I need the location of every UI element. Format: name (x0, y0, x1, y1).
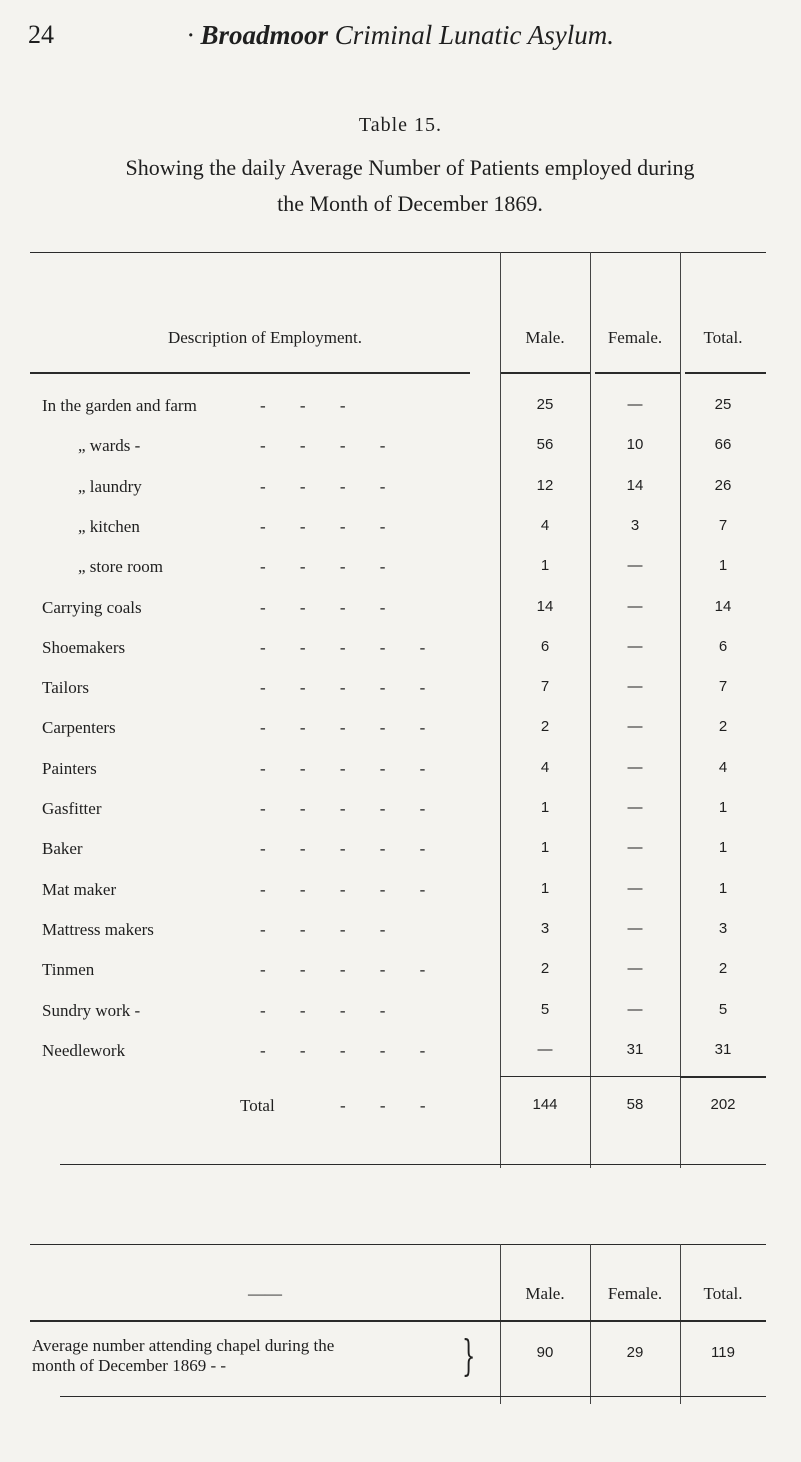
row-total: 66 (714, 436, 732, 454)
row-total: 6 (718, 637, 728, 655)
row-female: — (627, 758, 643, 776)
chapel-top-rule (30, 1244, 766, 1245)
table-top-rule (30, 252, 766, 253)
table-title: Table 15. (358, 114, 443, 136)
row-female: 3 (630, 516, 640, 534)
row-leader-dashes: - - - - (260, 436, 401, 456)
row-male: 1 (540, 799, 550, 816)
table-subtitle (40, 150, 780, 222)
total-row (30, 1096, 766, 1142)
total-total: 202 (710, 1096, 736, 1113)
chapel-total: 119 (711, 1344, 735, 1361)
row-description: Tailors (42, 678, 89, 698)
table-bottom-rule (60, 1164, 766, 1165)
row-leader-dashes: - - - - - (260, 879, 441, 899)
row-leader-dashes: - - - - (260, 516, 401, 536)
row-male: — (537, 1040, 553, 1058)
table-row (30, 880, 766, 926)
row-total: 1 (718, 557, 728, 575)
chapel-desc-line-1: Average number attending chapel during the (32, 1336, 335, 1355)
row-description: Sundry work - (42, 1000, 141, 1020)
row-leader-dashes: - - - - (260, 1000, 401, 1020)
row-female: 10 (626, 436, 644, 454)
chapel-female: 29 (626, 1344, 644, 1361)
row-description: „ store room (78, 557, 163, 577)
table-row (30, 477, 766, 523)
table-row (30, 839, 766, 885)
row-description: Mat maker (42, 879, 117, 899)
row-male: 2 (540, 718, 550, 736)
chapel-desc-line-2: month of December 1869 - - (32, 1356, 227, 1375)
table-row (30, 557, 766, 603)
row-female: — (627, 678, 643, 696)
table-row (30, 598, 766, 644)
row-male: 1 (540, 839, 550, 857)
row-female: — (627, 960, 643, 978)
header-rule-desc (30, 372, 470, 374)
table-row (30, 436, 766, 482)
total-female: 58 (626, 1096, 644, 1113)
row-total: 1 (718, 839, 728, 857)
row-description: „ wards - (78, 436, 141, 456)
row-male: 3 (540, 919, 550, 937)
row-description: „ kitchen (78, 516, 140, 536)
row-description: Tinmen (42, 960, 95, 980)
row-female: — (627, 718, 643, 736)
row-male: 1 (540, 557, 550, 575)
row-male: 4 (540, 758, 550, 776)
col-header-total: Total. (703, 328, 743, 347)
row-male: 4 (540, 516, 550, 534)
brace-symbol: } (462, 1331, 476, 1380)
row-total: 7 (718, 678, 728, 696)
row-female: — (627, 919, 643, 937)
subtitle-line-1: Showing the daily Average Number of Patients employed during (125, 155, 695, 180)
page-number: 24 (28, 20, 54, 49)
chapel-header-rule (30, 1320, 766, 1322)
row-total: 1 (718, 799, 728, 816)
row-male: 56 (536, 436, 554, 454)
row-male: 7 (540, 678, 550, 696)
row-female: — (627, 637, 643, 655)
row-leader-dashes: - - - - (260, 919, 401, 939)
table-row (30, 920, 766, 966)
running-head-bullet: · (186, 20, 194, 50)
table-row (30, 759, 766, 805)
row-male: 5 (540, 1000, 550, 1018)
row-leader-dashes: - - - - - (260, 799, 441, 818)
table-row (30, 638, 766, 684)
row-male: 12 (536, 476, 554, 494)
employment-table (30, 252, 766, 1168)
table-row (30, 799, 766, 845)
row-description: In the garden and farm (42, 396, 197, 415)
total-label: Total (240, 1096, 275, 1115)
header-rule-female (595, 372, 680, 374)
row-leader-dashes: - - - - - (260, 839, 441, 859)
total-leader-dashes: - - - (340, 1096, 441, 1115)
table-row (30, 960, 766, 1006)
row-leader-dashes: - - - - - (260, 678, 441, 698)
row-leader-dashes: - - - - - (260, 1040, 441, 1060)
row-total: 31 (714, 1040, 732, 1058)
chapel-divider-2 (590, 1244, 591, 1404)
row-total: 5 (718, 1000, 728, 1018)
row-leader-dashes: - - - (260, 396, 361, 415)
col-header-description: Description of Employment. (167, 328, 363, 347)
row-leader-dashes: - - - - (260, 557, 401, 577)
row-male: 1 (540, 879, 550, 897)
row-female: — (627, 1000, 643, 1018)
row-leader-dashes: - - - - (260, 476, 401, 496)
running-head-rest: Criminal Lunatic Asylum. (334, 20, 615, 50)
row-leader-dashes: - - - - - (260, 637, 441, 657)
header-rule-total (685, 372, 766, 374)
row-male: 25 (536, 396, 554, 413)
chapel-description (32, 1336, 334, 1376)
row-total: 14 (714, 597, 732, 615)
row-description: Mattress makers (42, 919, 154, 939)
chapel-divider-1 (500, 1244, 501, 1404)
table-row (30, 1001, 766, 1047)
table-row (30, 1041, 766, 1087)
col-header-female: Female. (607, 328, 663, 347)
row-total: 3 (718, 919, 728, 937)
row-total: 26 (714, 476, 732, 494)
row-male: 6 (540, 637, 550, 655)
row-total: 25 (714, 396, 732, 413)
row-female: — (627, 557, 643, 575)
total-rule-male (500, 1076, 590, 1077)
chapel-divider-3 (680, 1244, 681, 1404)
chapel-table (30, 1244, 766, 1404)
header-rule-male (500, 372, 590, 374)
subtitle-line-2: the Month of December 1869. (277, 191, 543, 216)
row-description: „ laundry (78, 476, 142, 496)
table-row (30, 678, 766, 724)
row-total: 2 (718, 960, 728, 978)
row-female: — (627, 839, 643, 857)
row-description: Gasfitter (42, 799, 102, 818)
row-leader-dashes: - - - - - (260, 758, 441, 778)
chapel-header-male: Male. (525, 1284, 565, 1303)
row-description: Baker (42, 839, 83, 859)
running-head (0, 20, 801, 51)
row-female: 31 (626, 1040, 644, 1058)
table-row (30, 718, 766, 764)
row-female: 14 (626, 476, 644, 494)
row-description: Needlework (42, 1040, 126, 1060)
total-rule-total (680, 1076, 766, 1078)
table-row (30, 396, 766, 442)
chapel-header-total: Total. (703, 1284, 743, 1303)
total-rule-female (590, 1076, 680, 1077)
row-total: 2 (718, 718, 728, 736)
row-total: 7 (718, 516, 728, 534)
chapel-male: 90 (536, 1344, 554, 1361)
total-male: 144 (532, 1096, 558, 1113)
row-description: Carrying coals (42, 597, 142, 617)
row-female: — (627, 597, 643, 615)
row-description: Painters (42, 758, 97, 778)
row-leader-dashes: - - - - (260, 597, 401, 617)
row-female: — (627, 879, 643, 897)
col-header-male: Male. (525, 328, 565, 347)
row-male: 14 (536, 597, 554, 615)
row-total: 1 (718, 879, 728, 897)
row-total: 4 (718, 758, 728, 776)
row-description: Carpenters (42, 718, 116, 738)
row-description: Shoemakers (42, 637, 126, 657)
row-leader-dashes: - - - - - (260, 718, 441, 738)
row-female: — (627, 396, 643, 413)
row-male: 2 (540, 960, 550, 978)
running-head-bold: Broadmoor (200, 20, 328, 50)
row-female: — (627, 799, 643, 816)
chapel-header-dash: —— (248, 1284, 282, 1303)
chapel-bottom-rule (60, 1396, 766, 1397)
row-leader-dashes: - - - - - (260, 960, 441, 980)
chapel-header-female: Female. (607, 1284, 663, 1303)
table-row (30, 517, 766, 563)
